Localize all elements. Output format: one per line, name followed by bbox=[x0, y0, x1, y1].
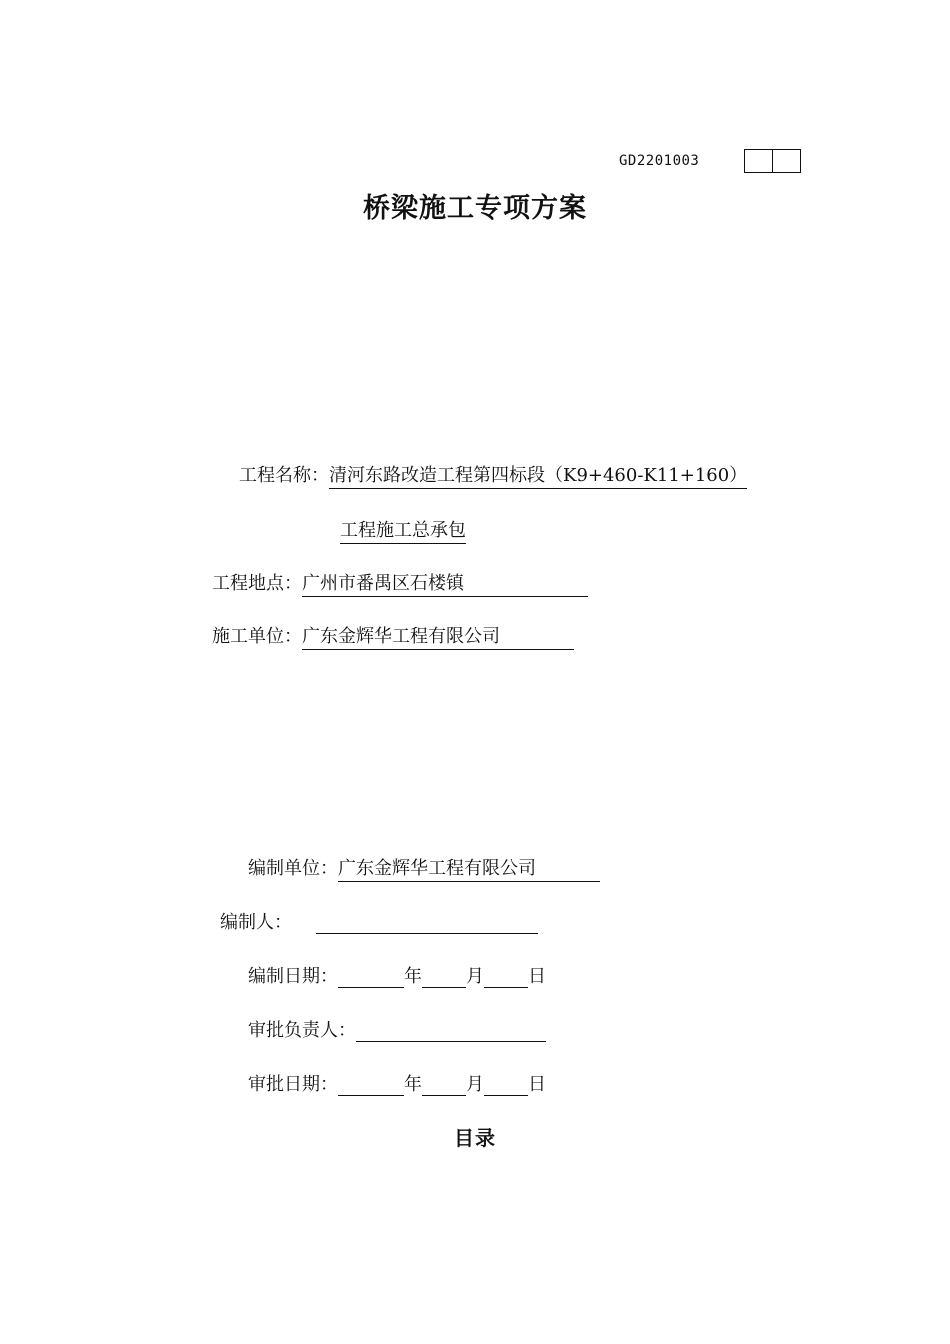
compile-unit-value: 广东金辉华工程有限公司 bbox=[338, 854, 600, 882]
project-location-row bbox=[212, 569, 588, 597]
compiler-label: 编制人： bbox=[220, 912, 292, 933]
approve-year-unit: 年 bbox=[404, 1074, 422, 1095]
compile-date-row bbox=[248, 962, 546, 988]
project-name-label: 工程名称： bbox=[239, 465, 329, 486]
approve-month-unit: 月 bbox=[466, 1074, 484, 1095]
compile-day-unit: 日 bbox=[528, 966, 546, 987]
compile-unit-row bbox=[248, 854, 600, 882]
approver-blank bbox=[356, 1023, 546, 1042]
contractor-label: 施工单位： bbox=[212, 626, 302, 647]
toc-title: 目录 bbox=[454, 1126, 496, 1150]
compile-year-unit: 年 bbox=[404, 966, 422, 987]
compiler-blank bbox=[316, 915, 538, 934]
project-name-value-line2: 工程施工总承包 bbox=[340, 516, 466, 544]
project-name-line2-row bbox=[340, 516, 466, 544]
approve-month-blank bbox=[422, 1077, 466, 1096]
compiler-row bbox=[220, 908, 538, 934]
approve-day-blank bbox=[484, 1077, 528, 1096]
approve-year-blank bbox=[338, 1077, 404, 1096]
compile-month-blank bbox=[422, 969, 466, 988]
project-name-row bbox=[239, 461, 747, 489]
compile-day-blank bbox=[484, 969, 528, 988]
project-location-value: 广州市番禺区石楼镇 bbox=[302, 569, 588, 597]
compile-date-label: 编制日期： bbox=[248, 966, 338, 987]
compile-month-unit: 月 bbox=[466, 966, 484, 987]
code-box-2 bbox=[772, 150, 800, 172]
code-box-1 bbox=[745, 150, 772, 172]
project-location-label: 工程地点： bbox=[212, 573, 302, 594]
approve-day-unit: 日 bbox=[528, 1074, 546, 1095]
project-name-value: 清河东路改造工程第四标段（K9+460-K11+160） bbox=[329, 461, 747, 489]
approve-date-label: 审批日期： bbox=[248, 1074, 338, 1095]
approver-label: 审批负责人： bbox=[248, 1020, 356, 1041]
code-boxes bbox=[744, 149, 801, 173]
contractor-row bbox=[212, 622, 574, 650]
compile-year-blank bbox=[338, 969, 404, 988]
document-code: GD2201003 bbox=[619, 153, 700, 169]
compile-unit-label: 编制单位： bbox=[248, 858, 338, 879]
contractor-value: 广东金辉华工程有限公司 bbox=[302, 622, 574, 650]
document-title: 桥梁施工专项方案 bbox=[363, 193, 587, 224]
approver-row bbox=[248, 1016, 546, 1042]
approve-date-row bbox=[248, 1070, 546, 1096]
